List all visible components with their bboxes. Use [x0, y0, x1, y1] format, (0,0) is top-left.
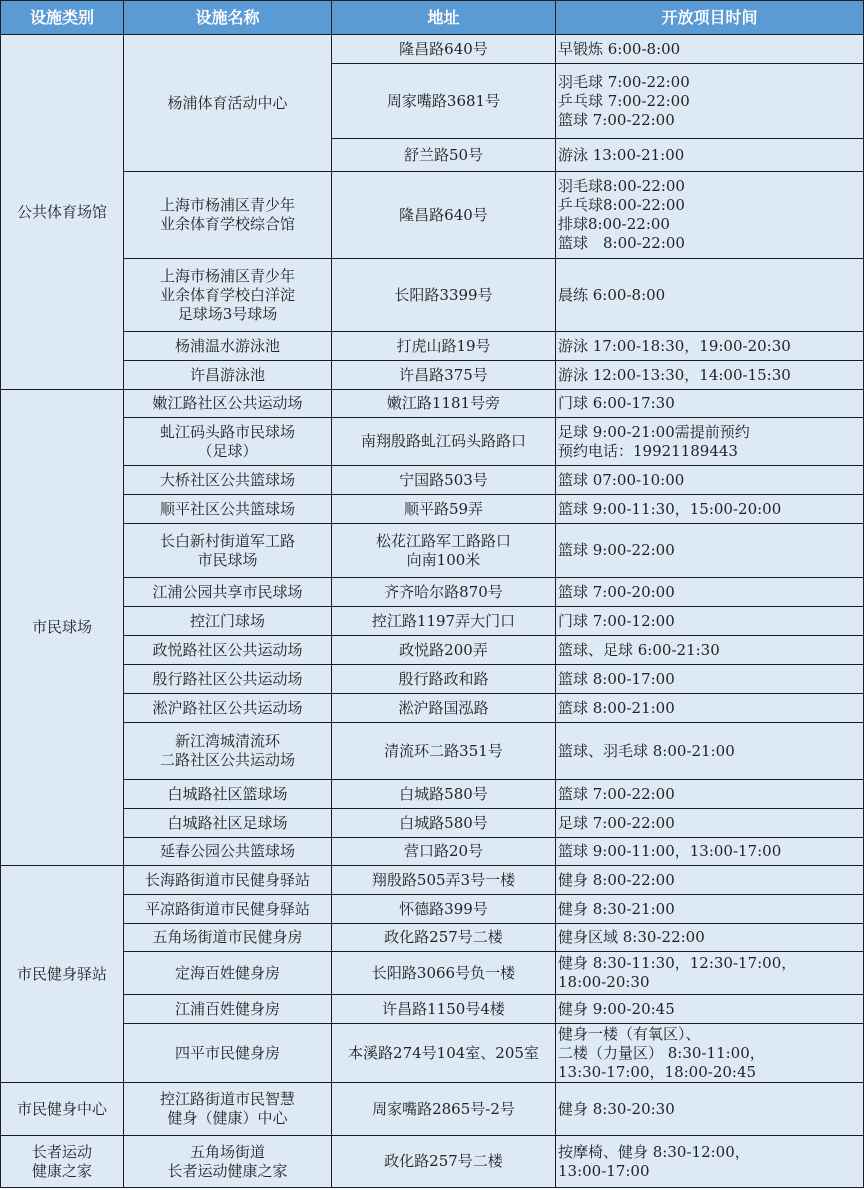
table-row [1, 495, 864, 524]
hours-cell [556, 895, 864, 924]
cell-line: 顺平路59弄 [403, 499, 484, 518]
cell-line: 南翔殷路虬江码头路路口 [360, 432, 526, 450]
cell-line: 四平市民健身房 [174, 1043, 280, 1062]
cell-line: 许昌路1150号4楼 [382, 999, 505, 1018]
cell-line: 白城路580号 [399, 784, 488, 803]
cell-line: 政化路257号二楼 [384, 1152, 503, 1170]
cell-line: 健身 9:00-20:45 [558, 999, 675, 1018]
facility-name-cell [124, 895, 332, 924]
cell-line: 舒兰路50号 [403, 145, 484, 164]
cell-line: 江浦百姓健身房 [174, 999, 280, 1018]
hours-cell [556, 259, 864, 332]
address-cell [332, 578, 556, 607]
hours-cell [556, 35, 864, 64]
facility-name-cell [124, 636, 332, 665]
address-cell [332, 1083, 556, 1136]
cell-line: 乒乓球8:00-22:00 [558, 196, 685, 214]
address-cell [332, 895, 556, 924]
cell-line: 控江路街道市民智慧 [159, 1090, 295, 1108]
hours-cell [556, 780, 864, 809]
hours-cell [556, 866, 864, 895]
address-cell [332, 418, 556, 466]
table-row [1, 665, 864, 694]
facility-name-cell [124, 866, 332, 895]
cell-line: 大桥社区公共篮球场 [159, 470, 295, 489]
facility-name-cell [124, 809, 332, 838]
table-row [1, 895, 864, 924]
facility-name-cell [124, 694, 332, 723]
cell-line: 门球 7:00-12:00 [558, 611, 675, 630]
cell-line: 二楼（力量区） 8:30-11:00， [558, 1043, 765, 1062]
facility-name-cell [124, 172, 332, 259]
cell-line: 向南100米 [406, 550, 481, 569]
cell-line: 篮球 7:00-20:00 [558, 582, 675, 601]
address-cell [332, 466, 556, 495]
cell-line: 营口路20号 [403, 842, 484, 860]
cell-line: 篮球 7:00-22:00 [558, 784, 675, 803]
cell-line: 长者运动健康之家 [167, 1161, 288, 1180]
cell-line: 殷行路社区公共运动场 [152, 669, 303, 688]
hours-cell [556, 466, 864, 495]
table-row [1, 995, 864, 1024]
cell-line: 杨浦体育活动中心 [167, 93, 288, 112]
table-row [1, 1083, 864, 1136]
cell-line: 长阳路3399号 [394, 285, 493, 304]
table-row [1, 723, 864, 780]
table-row [1, 809, 864, 838]
cell-line: 嫩江路1181号旁 [386, 394, 501, 412]
facility-name-cell [124, 361, 332, 390]
cell-line: 羽毛球8:00-22:00 [558, 177, 685, 195]
cell-line: 政悦路社区公共运动场 [152, 640, 303, 659]
address-cell [332, 995, 556, 1024]
cell-line: 篮球 9:00-22:00 [558, 541, 675, 559]
facility-name-cell [124, 607, 332, 636]
header-category: 设施类别 [1, 1, 124, 35]
address-cell [332, 809, 556, 838]
cell-line: 业余体育学校综合馆 [159, 215, 295, 233]
cell-line: （足球） [197, 441, 258, 460]
address-cell [332, 35, 556, 64]
header-address: 地址 [332, 1, 556, 35]
cell-line: 怀德路399号 [399, 899, 488, 918]
cell-line: 健康之家 [31, 1161, 92, 1180]
cell-line: 顺平社区公共篮球场 [159, 499, 295, 518]
cell-line: 羽毛球 7:00-22:00 [558, 72, 690, 91]
facility-name-cell [124, 924, 332, 952]
address-cell [332, 332, 556, 361]
facility-name-cell [124, 495, 332, 524]
cell-line: 定海百姓健身房 [174, 963, 280, 982]
table-row [1, 924, 864, 952]
cell-line: 篮球 9:00-11:00，13:00-17:00 [558, 842, 782, 860]
address-cell [332, 780, 556, 809]
facility-name-cell [124, 665, 332, 694]
cell-line: 健身区域 8:30-22:00 [558, 928, 705, 946]
hours-cell [556, 723, 864, 780]
cell-line: 平凉路街道市民健身驿站 [144, 899, 310, 918]
table-row [1, 332, 864, 361]
hours-cell [556, 924, 864, 952]
cell-line: 淞沪路社区公共运动场 [152, 698, 303, 717]
cell-line: 周家嘴路2865号-2号 [372, 1099, 515, 1118]
table-row [1, 35, 864, 64]
facility-name-cell [124, 524, 332, 578]
cell-line: 13:30-17:00，18:00-20:45 [558, 1062, 757, 1081]
cell-line: 13:00-17:00 [558, 1161, 650, 1180]
cell-line: 长海路街道市民健身驿站 [144, 870, 310, 889]
cell-line: 足球 7:00-22:00 [558, 813, 675, 832]
cell-line: 市民球场 [197, 550, 258, 569]
address-cell [332, 924, 556, 952]
cell-line: 淞沪路国泓路 [398, 698, 489, 717]
cell-line: 门球 6:00-17:30 [558, 394, 675, 412]
cell-line: 排球8:00-22:00 [558, 215, 670, 233]
table-row [1, 952, 864, 995]
cell-line: 健身一楼（有氧区）、 [558, 1024, 701, 1043]
address-cell [332, 172, 556, 259]
category-cell [1, 1136, 124, 1188]
cell-line: 乒乓球 7:00-22:00 [558, 91, 690, 110]
facility-name-cell [124, 578, 332, 607]
cell-line: 足球 9:00-21:00需提前预约 [558, 422, 750, 441]
hours-cell [556, 838, 864, 866]
table-row [1, 838, 864, 866]
category-cell: 市民健身驿站 [1, 866, 124, 1083]
facility-name-cell [124, 390, 332, 418]
facility-name-cell [124, 466, 332, 495]
cell-line: 打虎山路19号 [396, 336, 491, 355]
cell-line: 篮球 8:00-17:00 [558, 669, 675, 688]
cell-line: 游泳 13:00-21:00 [558, 145, 685, 164]
table-row [1, 607, 864, 636]
table-row [1, 866, 864, 895]
hours-cell [556, 636, 864, 665]
hours-cell [556, 1136, 864, 1188]
cell-line: 足球场3号球场 [177, 304, 278, 323]
table-row [1, 694, 864, 723]
cell-line: 白城路社区篮球场 [167, 784, 288, 803]
table-row [1, 418, 864, 466]
cell-line: 控江路1197弄大门口 [371, 611, 516, 630]
table-row [1, 636, 864, 665]
cell-line: 二路社区公共运动场 [159, 751, 295, 769]
facility-name-cell [124, 723, 332, 780]
hours-cell [556, 607, 864, 636]
hours-cell [556, 139, 864, 172]
table-row [1, 390, 864, 418]
cell-line: 隆昌路640号 [399, 39, 488, 58]
category-cell: 市民健身中心 [1, 1083, 124, 1136]
cell-line: 嫩江路社区公共运动场 [152, 394, 303, 412]
cell-line: 清流环二路351号 [384, 741, 503, 760]
cell-line: 晨练 6:00-8:00 [558, 285, 666, 304]
cell-line: 杨浦温水游泳池 [174, 336, 280, 355]
address-cell [332, 665, 556, 694]
cell-line: 齐齐哈尔路870号 [384, 582, 503, 601]
cell-line: 业余体育学校白洋淀 [159, 285, 295, 304]
facility-name-cell [124, 952, 332, 995]
table-row [1, 1136, 864, 1188]
hours-cell [556, 578, 864, 607]
facility-name-cell [124, 1083, 332, 1136]
cell-line: 健身（健康）中心 [167, 1109, 288, 1127]
cell-line: 控江门球场 [189, 611, 265, 630]
table-row [1, 466, 864, 495]
cell-line: 健身 8:30-20:30 [558, 1099, 675, 1118]
cell-line: 长阳路3066号负一楼 [371, 963, 516, 982]
cell-line: 政悦路200弄 [399, 640, 488, 659]
facility-name-cell [124, 1136, 332, 1188]
cell-line: 白城路社区足球场 [167, 813, 288, 832]
table-row [1, 524, 864, 578]
hours-cell [556, 809, 864, 838]
cell-line: 许昌游泳池 [189, 365, 265, 384]
address-cell [332, 524, 556, 578]
cell-line: 隆昌路640号 [399, 205, 488, 224]
address-cell [332, 139, 556, 172]
address-cell [332, 952, 556, 995]
address-cell [332, 607, 556, 636]
cell-line: 五角场街道市民健身房 [152, 928, 303, 946]
facility-name-cell [124, 259, 332, 332]
address-cell [332, 390, 556, 418]
cell-line: 按摩椅、健身 8:30-12:00， [558, 1142, 750, 1161]
cell-line: 上海市杨浦区青少年 [159, 266, 295, 285]
facility-name-cell [124, 780, 332, 809]
table-row [1, 361, 864, 390]
cell-line: 新江湾城清流环 [174, 732, 280, 750]
hours-cell [556, 495, 864, 524]
table-row [1, 1024, 864, 1083]
cell-line: 篮球 8:00-21:00 [558, 698, 675, 717]
table-row [1, 259, 864, 332]
cell-line: 游泳 17:00-18:30，19:00-20:30 [558, 336, 791, 355]
header-name: 设施名称 [124, 1, 332, 35]
cell-line: 早锻炼 6:00-8:00 [558, 39, 681, 58]
hours-cell [556, 64, 864, 139]
hours-cell [556, 524, 864, 578]
cell-line: 篮球、足球 6:00-21:30 [558, 640, 720, 659]
address-cell [332, 838, 556, 866]
hours-cell [556, 1083, 864, 1136]
category-cell: 市民球场 [1, 390, 124, 866]
cell-line: 篮球、羽毛球 8:00-21:00 [558, 741, 735, 760]
cell-line: 长者运动 [31, 1142, 92, 1161]
address-cell [332, 694, 556, 723]
address-cell [332, 723, 556, 780]
address-cell [332, 259, 556, 332]
hours-cell [556, 361, 864, 390]
address-cell [332, 866, 556, 895]
hours-cell [556, 665, 864, 694]
category-cell: 公共体育场馆 [1, 35, 124, 390]
cell-line: 上海市杨浦区青少年 [159, 196, 295, 214]
cell-line: 篮球 07:00-10:00 [558, 470, 685, 489]
cell-line: 本溪路274号104室、205室 [348, 1043, 539, 1062]
hours-cell [556, 694, 864, 723]
cell-line: 健身 8:00-22:00 [558, 870, 675, 889]
hours-cell [556, 1024, 864, 1083]
cell-line: 篮球 8:00-22:00 [558, 234, 685, 252]
cell-line: 游泳 12:00-13:30，14:00-15:30 [558, 365, 791, 384]
facility-name-cell [124, 995, 332, 1024]
cell-line: 长白新村街道军工路 [159, 531, 295, 550]
facility-name-cell [124, 332, 332, 361]
cell-line: 18:00-20:30 [558, 973, 650, 991]
table-row [1, 578, 864, 607]
cell-line: 篮球 9:00-11:30，15:00-20:00 [558, 499, 782, 518]
address-cell [332, 64, 556, 139]
cell-line: 许昌路375号 [399, 365, 488, 384]
table-row [1, 172, 864, 259]
cell-line: 五角场街道 [189, 1142, 265, 1161]
cell-line: 健身 8:30-11:30，12:30-17:00， [558, 954, 797, 972]
facility-name-cell [124, 418, 332, 466]
table-row [1, 780, 864, 809]
facility-name-cell [124, 35, 332, 172]
cell-line: 健身 8:30-21:00 [558, 899, 675, 918]
facility-name-cell [124, 838, 332, 866]
address-cell [332, 361, 556, 390]
header-hours: 开放项目时间 [556, 1, 864, 35]
facility-name-cell [124, 1024, 332, 1083]
cell-line: 篮球 7:00-22:00 [558, 110, 675, 129]
header-row [1, 1, 864, 35]
address-cell [332, 1136, 556, 1188]
cell-line: 翔殷路505弄3号一楼 [371, 870, 516, 889]
hours-cell [556, 995, 864, 1024]
cell-line: 白城路580号 [399, 813, 488, 832]
cell-line: 延春公园公共篮球场 [159, 842, 295, 860]
cell-line: 松花江路军工路路口 [375, 531, 511, 550]
cell-line: 虬江码头路市民球场 [159, 422, 295, 441]
hours-cell [556, 952, 864, 995]
hours-cell [556, 172, 864, 259]
address-cell [332, 495, 556, 524]
cell-line: 预约电话：19921189443 [558, 441, 738, 460]
cell-line: 殷行路政和路 [398, 669, 489, 688]
cell-line: 政化路257号二楼 [384, 928, 503, 946]
address-cell [332, 636, 556, 665]
address-cell [332, 1024, 556, 1083]
hours-cell [556, 418, 864, 466]
hours-cell [556, 332, 864, 361]
cell-line: 宁国路503号 [399, 470, 488, 489]
cell-line: 江浦公园共享市民球场 [152, 582, 303, 601]
hours-cell [556, 390, 864, 418]
cell-line: 周家嘴路3681号 [386, 91, 501, 110]
